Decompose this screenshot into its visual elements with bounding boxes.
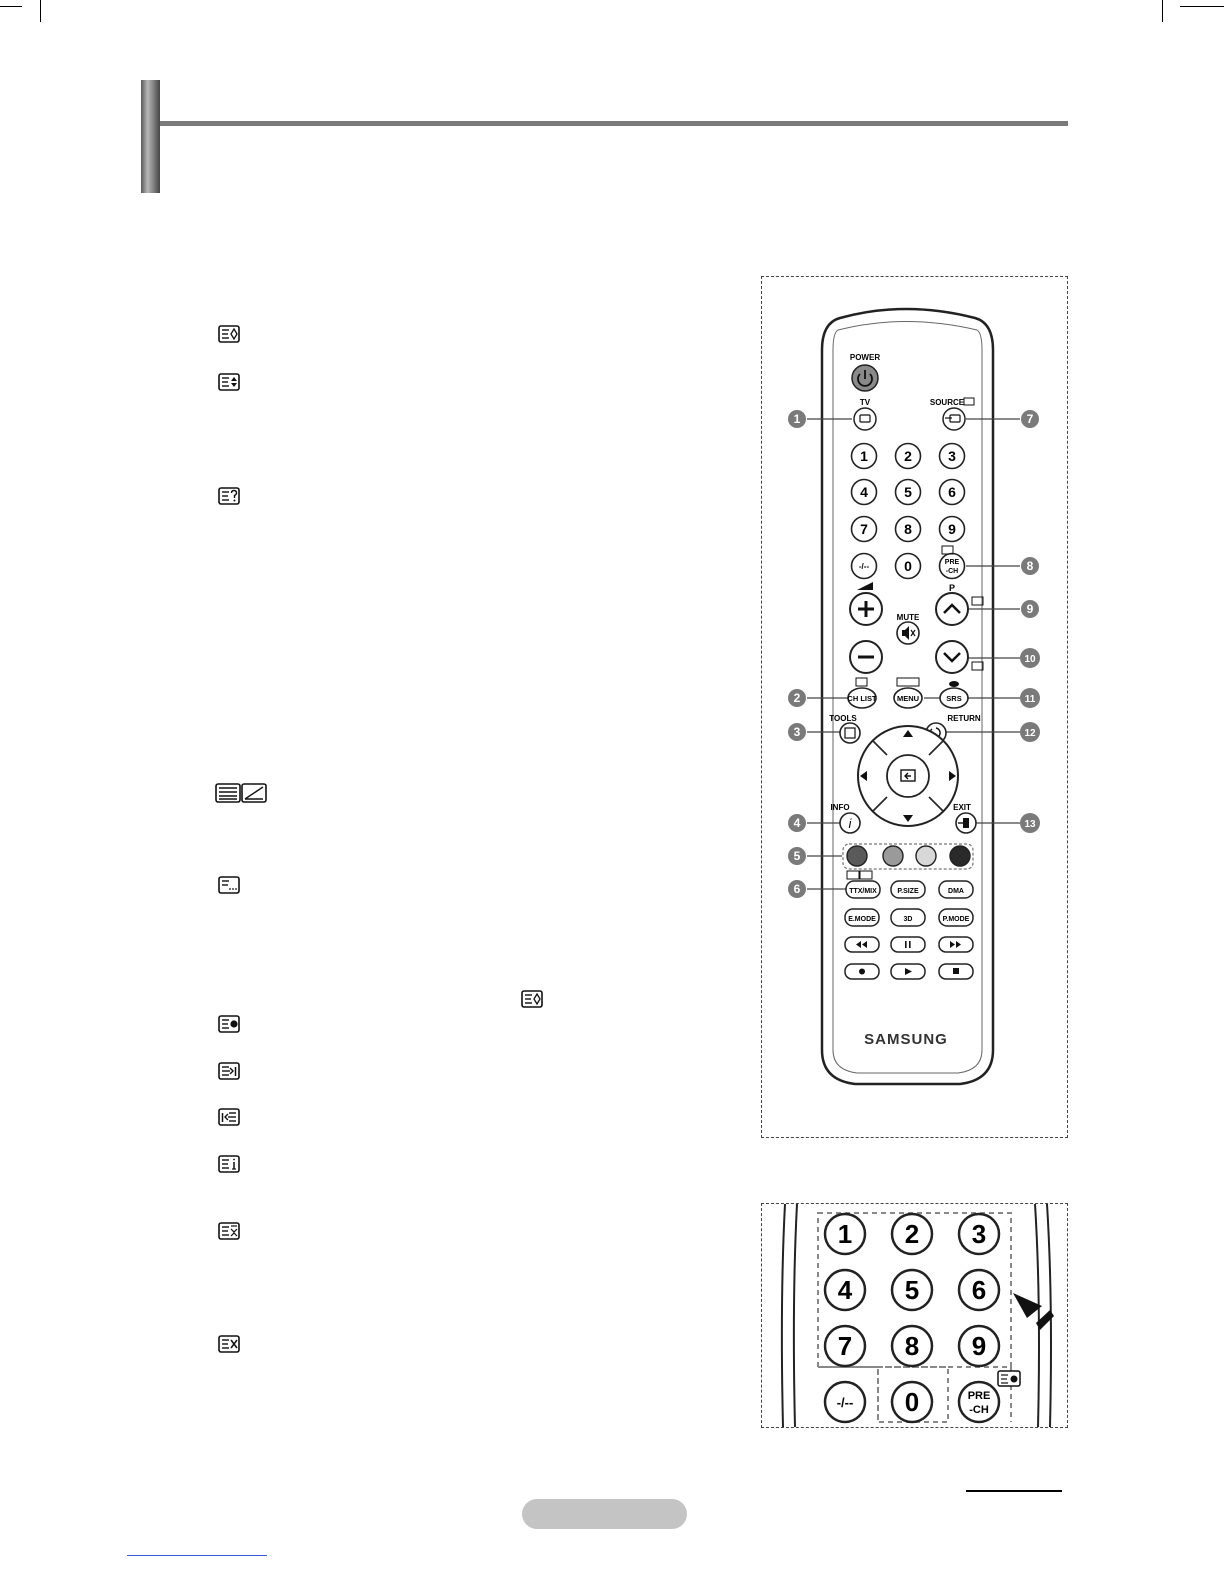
remote-control — [761, 276, 1068, 1138]
header-bar — [141, 80, 160, 193]
digit-5-label: 5 — [904, 484, 912, 500]
detail-dash-label: -/-- — [836, 1395, 854, 1410]
detail-digit-9-label: 9 — [971, 1331, 987, 1361]
callout-1-label: 1 — [793, 412, 801, 426]
red-button[interactable] — [847, 846, 867, 866]
detail-pre-ch-ttx-icon — [998, 1371, 1020, 1386]
digit-4-label: 4 — [860, 484, 868, 500]
detail-digit-4-label: 4 — [837, 1275, 853, 1305]
p-size-label: P.SIZE — [897, 888, 919, 895]
digit-2-label: 2 — [904, 448, 912, 464]
green-button[interactable] — [883, 846, 903, 866]
tools-button[interactable] — [840, 723, 860, 743]
channel-up-button[interactable] — [936, 593, 968, 625]
crop-mark-top-left-v — [40, 0, 41, 22]
tv-button[interactable] — [854, 408, 876, 430]
source-label: SOURCE — [929, 398, 965, 407]
detail-pre-ch-button[interactable] — [959, 1382, 999, 1422]
callout-3-label: 3 — [793, 725, 801, 739]
teletext-cancel-icon — [218, 1335, 240, 1353]
detail-digit-2-label: 2 — [904, 1219, 920, 1249]
teletext-display-icon — [218, 1155, 240, 1173]
detail-digit-7-label: 7 — [837, 1331, 853, 1361]
callout-8-label: 8 — [1026, 559, 1034, 573]
blue-button[interactable] — [950, 846, 970, 866]
return-label: RETURN — [947, 714, 981, 723]
detail-digit-5-label: 5 — [904, 1275, 920, 1305]
digit-8-label: 8 — [904, 521, 912, 537]
channel-down-button[interactable] — [936, 641, 968, 673]
menu-label: MENU — [896, 694, 920, 703]
callout-5-label: 5 — [793, 849, 801, 863]
crop-mark-top-right-v — [1162, 0, 1163, 22]
info-label: INFO — [830, 803, 850, 812]
header-rule — [160, 121, 1068, 126]
callout-11-label: 11 — [1024, 694, 1036, 705]
teletext-store-icon — [218, 1222, 240, 1240]
crop-mark-top-left — [0, 6, 22, 7]
callout-13-label: 13 — [1024, 819, 1036, 830]
power-label: POWER — [849, 353, 881, 362]
yellow-button[interactable] — [916, 846, 936, 866]
channel-label: P — [948, 583, 956, 593]
teletext-page-up-icon — [218, 1062, 240, 1080]
pause-button[interactable] — [891, 937, 925, 952]
teletext-index-icon — [218, 1015, 240, 1033]
teletext-hold-icon — [218, 325, 240, 343]
callout-7-label: 7 — [1026, 412, 1034, 426]
info-icon: i — [848, 816, 852, 831]
teletext-hold-icon-inline — [521, 990, 543, 1008]
record-icon — [859, 969, 865, 975]
detail-digit-3-label: 3 — [971, 1219, 987, 1249]
teletext-reveal-icon — [218, 487, 240, 505]
keypad-detail — [762, 1204, 1067, 1427]
footer-link-rule — [127, 1555, 267, 1556]
footer-rule — [966, 1490, 1062, 1492]
teletext-page-down-icon — [218, 1108, 240, 1126]
ch-list-label: CH LIST — [847, 694, 877, 703]
ttx-mix-label: TTX/MIX — [849, 888, 877, 895]
callout-12-label: 12 — [1024, 728, 1036, 739]
digit-6-label: 6 — [948, 484, 956, 500]
srs-icon — [949, 681, 959, 687]
mute-label: MUTE — [896, 613, 920, 622]
detail-digit-1-label: 1 — [837, 1219, 853, 1249]
stop-icon — [953, 968, 959, 974]
tv-label: TV — [859, 398, 871, 407]
p-mode-label: P.MODE — [942, 916, 970, 923]
dash-label: -/-- — [858, 562, 870, 571]
callout-4-label: 4 — [793, 816, 801, 830]
digit-1-label: 1 — [860, 448, 868, 464]
digit-3-label: 3 — [948, 448, 956, 464]
callout-2-label: 2 — [793, 691, 801, 705]
digit-7-label: 7 — [860, 521, 868, 537]
e-mode-label: E.MODE — [848, 916, 876, 923]
srs-label: SRS — [946, 694, 962, 703]
source-button[interactable] — [943, 408, 965, 430]
ch-label: -CH — [945, 568, 959, 575]
digit-0-label: 0 — [904, 558, 912, 574]
exit-label: EXIT — [953, 803, 971, 812]
tools-label: TOOLS — [829, 714, 857, 723]
teletext-subpage-icon — [218, 876, 240, 894]
callout-6-label: 6 — [793, 882, 801, 896]
pointer-arrow-icon — [1013, 1293, 1054, 1330]
detail-pre-label: PRE — [967, 1390, 991, 1402]
callout-10-label: 10 — [1024, 654, 1036, 665]
brand-logo: SAMSUNG — [864, 1031, 948, 1048]
dma-label: DMA — [948, 888, 964, 895]
detail-digit-6-label: 6 — [971, 1275, 987, 1305]
teletext-size-icon — [218, 373, 240, 391]
teletext-mix-icon — [215, 783, 267, 803]
detail-digit-8-label: 8 — [904, 1331, 920, 1361]
callout-9-label: 9 — [1026, 602, 1034, 616]
page-number-pill — [522, 1499, 687, 1529]
detail-digit-0-label: 0 — [904, 1387, 920, 1417]
crop-mark-top-right — [1180, 6, 1224, 7]
detail-ch-label: -CH — [969, 1404, 989, 1416]
3d-label: 3D — [903, 916, 913, 923]
pre-label: PRE — [944, 559, 960, 566]
digit-9-label: 9 — [948, 521, 956, 537]
